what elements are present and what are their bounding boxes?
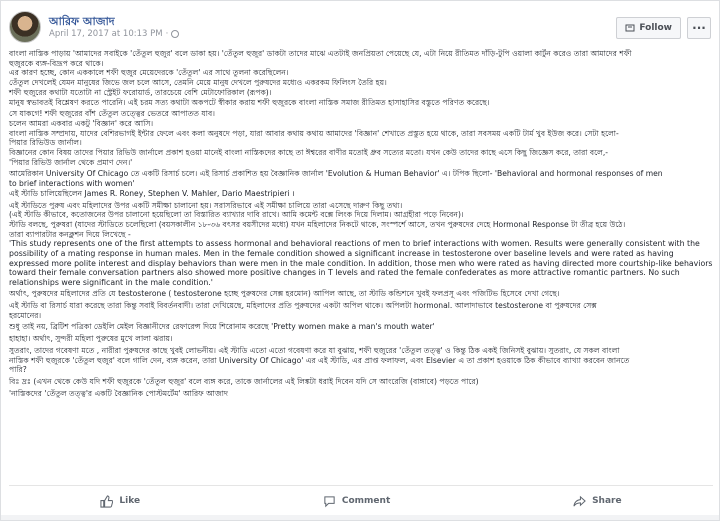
- post-body: [9, 49, 713, 398]
- follow-button[interactable]: [616, 17, 681, 39]
- like-button[interactable]: [60, 491, 180, 512]
- post-line: তারা ব্যাপারটার কনক্লুশন দিয়ে লিখেছে -: [9, 229, 131, 239]
- post-line: স্টাডি বলছে, পুরুষরা (যাদের স্টাডিতে চলেছিলো (বয়সকালীন ১৮-৩৬ বৎসর বয়সীদের মধ্যে) যখন মহিলাদের নিকটে থাকে, সংস্পর্শে আসে, তখন পুরুষদের দেহে Hormonal Response টা তীব্র হয়ে উঠে।: [9, 219, 626, 229]
- post-actions: [9, 487, 713, 515]
- comment-button[interactable]: [283, 491, 430, 512]
- bottom-bar: [1, 515, 720, 520]
- like-label: Like: [119, 496, 141, 506]
- post-line: শফী হুজুরের কথাটা যতোটা না স্ট্রেইট ফরোয়ার্ড, তারচেয়ে বেশি মেটাফোরিকাল (রূপক)।: [9, 87, 272, 97]
- share-button[interactable]: [533, 491, 662, 512]
- post-line: বাংলা নাস্তিক সম্প্রদায়, যাদের বেশিরভাগই ইন্টার ফেলে এবং কলা অনুষদে পড়া, যারা আবার কথায় কথায় আমাদের 'বিজ্ঞান' শেখাতে প্রস্তুত হয়ে থাকে, তারা সবসময় একটি টার্ম খুব ইউজ করে। সেটা হলো-: [9, 128, 619, 138]
- thumbs-up-icon: [100, 495, 113, 508]
- post-line: বিঃ দ্রঃ (এখন থেকে কেউ যদি শফী হুজুরকে 'তেঁতুল হুজুর' বলে ব্যঙ্গ করে, তাকে জার্নালের এই লিঙ্কটা ধরাই দিবেন যদি সে আংরেজি (বাঙ্গাবে) পড়তে পারে): [9, 376, 479, 386]
- post-line: 'পিয়ার রিভিউ জার্নাল থেকে প্রমাণ দেন।': [9, 157, 133, 167]
- post-line: এই স্টাডি চালিয়েছিলেন James R. Roney, Stephen V. Mahler, Dario Maestripieri ।: [9, 188, 295, 198]
- avatar[interactable]: [9, 11, 41, 43]
- post-line: হরমোনের।: [9, 310, 42, 320]
- meta-separator: ·: [165, 29, 169, 39]
- post-line: সুতরাং, তাদের গবেষণা মতে , নারীরা পুরুষদের কাছে খুবই লোভনীয়। এই স্টাডি এতো এতো গবেষণা করে যা বুঝায়, শফী হুজুরের 'তেঁতুল তত্ত্ব' ও কিন্তু ঠিক একই জিনিসই বুঝায়। সুতরাং, যে সকল বাংলা: [9, 345, 620, 355]
- actions-divider: [9, 485, 713, 486]
- post-line: পিয়ার রিভিউড জার্নাল।: [9, 138, 82, 148]
- share-icon: [573, 495, 586, 508]
- post-line: তেঁতুল দেখলেই যেমন মানুষের জিভে জল চলে আসে, তেমনি মেয়ে মানুষ দেখলে পুরুষদের মধ্যেও একরকম ফিলিংস তৈরি হয়।: [9, 78, 387, 88]
- post-line: সে যাকগে! শফী হুজুরের বাঁশ তেঁতুল তত্ত্বের ভেতরে আপাতত যাব।: [9, 109, 215, 119]
- post-line: বাংলা নাস্তিক পাড়ায় 'আমাদের সবাইকে 'তেঁতুল হুজুর' বলে ডাকা হয়। 'তেঁতুল হুজুর' ডাকটা তাদের মাঝে এতটাই জনপ্রিয়তা পেয়েছে যে, এটা নিয়ে রীতিমত দাঁড়ি-টুপি ওয়ালা কার্টুন করেও তারা আমাদের শফী: [9, 49, 632, 58]
- globe-icon: [171, 30, 179, 38]
- post-line: হাহাহা। অর্থাৎ, সুন্দরী মহিলা পুরুষের মুখে লালা ঝরায়।: [9, 334, 173, 344]
- post-line: বিজ্ঞানের কোন বিষয় তাদের পিয়ার রিভিউ জার্নালে প্রকাশ হওয়া মানেই বাংলা নাস্তিকদের কাছে তা ঈশ্বরের বাণীর মতোই ধ্রুব সত্যের মতো। যখন কেউ তাদের কাছে এসে কিছু জিজ্ঞেস করে, তারা বলে,-: [9, 148, 608, 158]
- post-line: হুজুরকে ব্যঙ্গ-বিদ্রূপ করে থাকে।: [9, 58, 104, 68]
- post-line: 'নাস্তিকদের 'তেঁতুল তত্ত্ব'র একটি বৈজ্ঞানিক পোস্টমর্টেম' আরিফ আজাদ: [9, 388, 228, 398]
- follow-icon: [625, 23, 635, 33]
- post-line: শুধু তাই নয়, ব্রিটিশ পত্রিকা ডেইলি মেইল বিজ্ঞানীদের রেফারেন্স দিয়ে শিরোনাম করেছে 'Pretty women make a man's mouth water': [9, 322, 435, 332]
- comment-icon: [323, 495, 336, 508]
- post-line: অর্থাৎ, পুরুষদের মহিলাদের প্রতি যে testosterone ( testosterone হচ্ছে পুরুষদের সেক্স হরমোন) আপিল আছে, তা স্টাডি কন্ডিশনে খুবই ফলপ্রসূ এবং পজিটিভ হিসেবে দেখা গেছে।: [9, 289, 560, 299]
- post-meta: [49, 29, 179, 39]
- post-line: এই স্টাডিতে পুরুষ এবং মহিলাদের উপর একটি সমীক্ষা চালানো হয়। সরাসরিভাবে এই সমীক্ষা চালিয়ে তারা এসেছে দারুণ কিছু তথ্য।: [9, 200, 403, 210]
- timestamp[interactable]: April 17, 2017 at 10:13 PM: [49, 29, 163, 39]
- post-line: আমেরিকান University Of Chicago তে একটি রিসার্চ চলে। এই রিসার্চ প্রকাশিত হয় বৈজ্ঞানিক জার্নাল 'Evolution & Human Behavior' এ। টপিক ছিলো- 'Behavioral and hormonal responses of men: [9, 169, 663, 179]
- post-line: পারি?: [9, 365, 27, 375]
- post-header: [9, 11, 713, 47]
- more-options-button[interactable]: ···: [687, 17, 711, 39]
- post-line: চলেন আমরা একবার একটু 'বিজ্ঞান' করে আসি।: [9, 118, 154, 128]
- comment-label: Comment: [341, 496, 391, 506]
- share-label: Share: [592, 496, 622, 506]
- post-line: (এই স্টাডি কীভাবে, কতোজনের উপর চালানো হয়েছিলো তা বিস্তারিত ব্যাখ্যার দাবি রাখে। আমি কমেন্ট বক্সে লিংক দিয়ে দিলাম। আগ্রহীরা পড়ে নিবেন)।: [9, 210, 464, 220]
- study-quote: 'This study represents one of the first attempts to assess hormonal and behavioral reactions of men to brief interactions with women. Results were generally consistent with the possibility of a mating response in human males. Men in the female condition showed a significant increase in testosterone over baseline levels and were rated as having expressed more polite interest and display behaviors than were men in the male condition. In addition, those men who were rated as having directed more courtship-like behaviors toward their female conversation partners also showed more positive changes in T levels and rated the female confederates as more attractive romantic partners. No such relationships were significant in the male condition.': [9, 239, 713, 287]
- follow-label: Follow: [639, 23, 672, 33]
- post-line: এই স্টাডি বা রিসার্চ যারা করেছে তারা কিন্তু সবাই বিবর্তনবাদী। তারা দেখিয়েছে, মহিলাদের প্রতি পুরুষদের একটা অপিল থাকে। অপিলটা hormonal. আলাদাভাবে testosterone বা পুরুষদের সেক্স: [9, 301, 597, 311]
- post-line: মানুষ স্বভাবতই বিশ্লেষণ করতে পারেনি। এই চরম সত্য কথাটা অকপটে স্বীকার করায় শফী হুজুরকে বাংলা নাস্তিক সমাজ রীতিমত হাসাহাসির বস্তুতে পরিণত করেছে।: [9, 97, 490, 107]
- post-line: to brief interactions with women': [9, 179, 135, 189]
- post-line: এর কারণ হচ্ছে, কোন এককালে শফী হুজুর মেয়েদেরকে 'তেঁতুল' এর সাথে তুলনা করেছিলেন।: [9, 68, 289, 78]
- author-name[interactable]: আরিফ আজাদ: [49, 15, 115, 28]
- post-line: নাস্তিক শফী হুজুরকে 'তেঁতুল হুজুর' বলে গালি দেন, ব্যঙ্গ করেন, তারা University Of Chicago' এর এই স্টাডি, এর প্রাপ্ত ফলাফল, এবং Elsevier এ তা প্রকাশ হওয়াকে ঠিক কীভাবে ব্যাখ্যা করবেন জানতে: [9, 355, 630, 365]
